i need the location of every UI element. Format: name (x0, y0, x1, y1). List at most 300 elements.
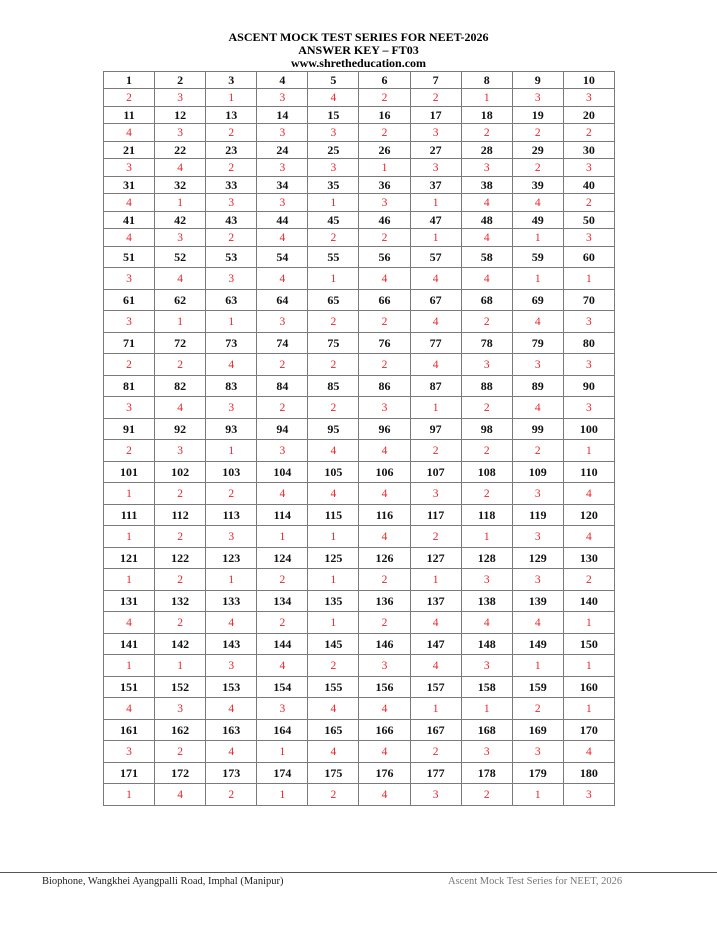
answer-cell: 1 (155, 311, 206, 333)
answer-cell: 2 (206, 784, 257, 806)
answer-cell: 3 (512, 741, 563, 763)
answer-cell: 3 (563, 354, 614, 376)
answer-cell: 1 (512, 655, 563, 677)
answer-cell: 3 (155, 89, 206, 107)
answer-cell: 2 (155, 526, 206, 548)
answer-cell: 3 (155, 124, 206, 142)
question-number-cell: 88 (461, 376, 512, 397)
question-number-cell: 135 (308, 591, 359, 612)
question-number-cell: 58 (461, 247, 512, 268)
question-number-cell: 108 (461, 462, 512, 483)
answer-cell: 4 (512, 311, 563, 333)
answer-cell: 1 (512, 229, 563, 247)
answer-cell: 2 (155, 569, 206, 591)
question-number-cell: 127 (410, 548, 461, 569)
question-number-cell: 21 (104, 142, 155, 159)
question-number-cell: 156 (359, 677, 410, 698)
question-number-cell: 90 (563, 376, 614, 397)
answer-cell: 3 (461, 655, 512, 677)
question-number-cell: 27 (410, 142, 461, 159)
question-number-cell: 110 (563, 462, 614, 483)
answer-cell: 3 (563, 159, 614, 177)
question-number-cell: 10 (563, 72, 614, 89)
answer-cell: 4 (563, 741, 614, 763)
answer-cell: 4 (563, 483, 614, 505)
question-number-cell: 122 (155, 548, 206, 569)
question-number-cell: 170 (563, 720, 614, 741)
answer-cell: 2 (257, 354, 308, 376)
answer-cell: 1 (359, 159, 410, 177)
answer-row (104, 526, 615, 548)
question-number-cell: 126 (359, 548, 410, 569)
question-number-cell: 91 (104, 419, 155, 440)
question-number-row (104, 177, 615, 194)
question-number-cell: 65 (308, 290, 359, 311)
question-number-cell: 150 (563, 634, 614, 655)
answer-cell: 2 (359, 311, 410, 333)
answer-cell: 3 (257, 124, 308, 142)
answer-cell: 3 (461, 159, 512, 177)
answer-cell: 3 (359, 194, 410, 212)
question-number-cell: 180 (563, 763, 614, 784)
answer-cell: 3 (257, 89, 308, 107)
question-number-cell: 142 (155, 634, 206, 655)
question-number-cell: 100 (563, 419, 614, 440)
answer-cell: 1 (410, 397, 461, 419)
question-number-cell: 42 (155, 212, 206, 229)
question-number-cell: 23 (206, 142, 257, 159)
answer-cell: 3 (359, 397, 410, 419)
answer-cell: 4 (359, 698, 410, 720)
question-number-row (104, 247, 615, 268)
answer-cell: 3 (410, 159, 461, 177)
answer-cell: 3 (155, 440, 206, 462)
question-number-cell: 49 (512, 212, 563, 229)
answer-cell: 1 (461, 89, 512, 107)
answer-cell: 1 (257, 526, 308, 548)
answer-cell: 2 (257, 569, 308, 591)
question-number-cell: 6 (359, 72, 410, 89)
answer-cell: 4 (308, 440, 359, 462)
answer-cell: 2 (206, 229, 257, 247)
question-number-row (104, 462, 615, 483)
answer-cell: 4 (104, 194, 155, 212)
question-number-cell: 1 (104, 72, 155, 89)
answer-cell: 3 (206, 655, 257, 677)
answer-cell: 2 (308, 397, 359, 419)
answer-cell: 4 (359, 483, 410, 505)
answer-cell: 4 (359, 741, 410, 763)
answer-cell: 1 (257, 784, 308, 806)
answer-cell: 2 (359, 354, 410, 376)
answer-cell: 4 (104, 229, 155, 247)
question-number-cell: 36 (359, 177, 410, 194)
answer-cell: 2 (563, 124, 614, 142)
answer-cell: 1 (104, 655, 155, 677)
answer-cell: 1 (206, 569, 257, 591)
question-number-cell: 56 (359, 247, 410, 268)
question-number-cell: 117 (410, 505, 461, 526)
answer-cell: 2 (410, 741, 461, 763)
answer-cell: 2 (155, 354, 206, 376)
question-number-cell: 148 (461, 634, 512, 655)
question-number-cell: 19 (512, 107, 563, 124)
answer-cell: 3 (563, 784, 614, 806)
question-number-cell: 168 (461, 720, 512, 741)
answer-cell: 2 (512, 440, 563, 462)
question-number-cell: 54 (257, 247, 308, 268)
question-number-cell: 167 (410, 720, 461, 741)
question-number-cell: 28 (461, 142, 512, 159)
question-number-cell: 172 (155, 763, 206, 784)
answer-cell: 4 (206, 612, 257, 634)
question-number-cell: 33 (206, 177, 257, 194)
answer-cell: 3 (410, 124, 461, 142)
answer-cell: 1 (104, 569, 155, 591)
question-number-cell: 44 (257, 212, 308, 229)
website-url: www.shretheducation.com (290, 56, 427, 70)
question-number-cell: 13 (206, 107, 257, 124)
answer-row (104, 89, 615, 107)
question-number-row (104, 376, 615, 397)
answer-cell: 1 (512, 268, 563, 290)
answer-cell: 2 (308, 784, 359, 806)
answer-cell: 1 (257, 741, 308, 763)
answer-cell: 4 (359, 440, 410, 462)
answer-cell: 1 (563, 440, 614, 462)
answer-cell: 4 (155, 784, 206, 806)
question-number-cell: 2 (155, 72, 206, 89)
answer-cell: 3 (206, 194, 257, 212)
question-number-cell: 35 (308, 177, 359, 194)
question-number-cell: 178 (461, 763, 512, 784)
answer-cell: 3 (104, 741, 155, 763)
question-number-row (104, 548, 615, 569)
answer-cell: 2 (155, 483, 206, 505)
question-number-cell: 99 (512, 419, 563, 440)
question-number-cell: 145 (308, 634, 359, 655)
question-number-cell: 60 (563, 247, 614, 268)
answer-cell: 2 (155, 612, 206, 634)
question-number-cell: 136 (359, 591, 410, 612)
answer-cell: 3 (461, 354, 512, 376)
question-number-cell: 62 (155, 290, 206, 311)
answer-cell: 4 (461, 229, 512, 247)
question-number-cell: 155 (308, 677, 359, 698)
question-number-cell: 74 (257, 333, 308, 354)
answer-cell: 4 (155, 268, 206, 290)
answer-row (104, 483, 615, 505)
question-number-cell: 114 (257, 505, 308, 526)
answer-cell: 4 (512, 612, 563, 634)
question-number-cell: 163 (206, 720, 257, 741)
question-number-cell: 147 (410, 634, 461, 655)
answer-row (104, 784, 615, 806)
question-number-cell: 115 (308, 505, 359, 526)
answer-cell: 2 (104, 89, 155, 107)
question-number-cell: 130 (563, 548, 614, 569)
question-number-cell: 164 (257, 720, 308, 741)
question-number-cell: 179 (512, 763, 563, 784)
answer-row (104, 741, 615, 763)
question-number-cell: 76 (359, 333, 410, 354)
question-number-cell: 158 (461, 677, 512, 698)
question-number-cell: 39 (512, 177, 563, 194)
question-number-cell: 86 (359, 376, 410, 397)
question-number-cell: 125 (308, 548, 359, 569)
answer-cell: 4 (461, 612, 512, 634)
question-number-cell: 139 (512, 591, 563, 612)
question-number-cell: 32 (155, 177, 206, 194)
question-number-cell: 169 (512, 720, 563, 741)
question-number-cell: 26 (359, 142, 410, 159)
question-number-cell: 123 (206, 548, 257, 569)
question-number-cell: 153 (206, 677, 257, 698)
answer-cell: 4 (461, 268, 512, 290)
question-number-cell: 131 (104, 591, 155, 612)
question-number-cell: 64 (257, 290, 308, 311)
answer-cell: 2 (359, 124, 410, 142)
answer-cell: 2 (461, 124, 512, 142)
question-number-cell: 103 (206, 462, 257, 483)
question-number-cell: 154 (257, 677, 308, 698)
answer-cell: 2 (410, 440, 461, 462)
answer-cell: 4 (359, 526, 410, 548)
answer-cell: 4 (308, 483, 359, 505)
answer-cell: 1 (461, 526, 512, 548)
answer-cell: 4 (257, 655, 308, 677)
question-number-cell: 48 (461, 212, 512, 229)
question-number-cell: 34 (257, 177, 308, 194)
answer-cell: 3 (410, 784, 461, 806)
question-number-cell: 133 (206, 591, 257, 612)
question-number-cell: 140 (563, 591, 614, 612)
answer-cell: 3 (206, 397, 257, 419)
answer-cell: 4 (410, 354, 461, 376)
answer-cell: 3 (563, 311, 614, 333)
question-number-cell: 41 (104, 212, 155, 229)
answer-cell: 4 (155, 397, 206, 419)
question-number-cell: 8 (461, 72, 512, 89)
question-number-cell: 101 (104, 462, 155, 483)
answer-row (104, 354, 615, 376)
answer-cell: 2 (410, 526, 461, 548)
footer-divider (0, 872, 717, 873)
question-number-cell: 112 (155, 505, 206, 526)
answer-cell: 2 (461, 311, 512, 333)
answer-row (104, 194, 615, 212)
question-number-cell: 111 (104, 505, 155, 526)
answer-row (104, 311, 615, 333)
answer-cell: 4 (461, 194, 512, 212)
answer-row (104, 440, 615, 462)
question-number-cell: 175 (308, 763, 359, 784)
answer-row (104, 159, 615, 177)
answer-cell: 3 (104, 268, 155, 290)
answer-cell: 1 (410, 229, 461, 247)
question-number-cell: 87 (410, 376, 461, 397)
answer-cell: 4 (206, 698, 257, 720)
answer-cell: 1 (308, 569, 359, 591)
answer-row (104, 268, 615, 290)
answer-cell: 2 (359, 612, 410, 634)
answer-cell: 4 (410, 311, 461, 333)
question-number-cell: 25 (308, 142, 359, 159)
question-number-row (104, 107, 615, 124)
question-number-row (104, 505, 615, 526)
question-number-cell: 81 (104, 376, 155, 397)
answer-cell: 4 (104, 698, 155, 720)
answer-cell: 3 (257, 698, 308, 720)
question-number-cell: 161 (104, 720, 155, 741)
question-number-cell: 7 (410, 72, 461, 89)
document-title: ASCENT MOCK TEST SERIES FOR NEET-2026 (228, 30, 489, 44)
answer-cell: 4 (359, 268, 410, 290)
answer-row (104, 124, 615, 142)
answer-cell: 4 (410, 612, 461, 634)
question-number-cell: 37 (410, 177, 461, 194)
question-number-cell: 159 (512, 677, 563, 698)
answer-cell: 1 (308, 526, 359, 548)
question-number-cell: 116 (359, 505, 410, 526)
question-number-row (104, 419, 615, 440)
question-number-cell: 106 (359, 462, 410, 483)
answer-cell: 3 (512, 569, 563, 591)
answer-cell: 3 (563, 229, 614, 247)
footer-address: Biophone, Wangkhei Ayangpalli Road, Imphal (Manipur) (42, 876, 284, 887)
answer-cell: 2 (461, 483, 512, 505)
question-number-cell: 128 (461, 548, 512, 569)
answer-row (104, 397, 615, 419)
question-number-cell: 144 (257, 634, 308, 655)
question-number-cell: 38 (461, 177, 512, 194)
question-number-cell: 50 (563, 212, 614, 229)
question-number-cell: 152 (155, 677, 206, 698)
question-number-row (104, 720, 615, 741)
question-number-cell: 137 (410, 591, 461, 612)
answer-cell: 1 (308, 612, 359, 634)
answer-cell: 2 (257, 397, 308, 419)
answer-cell: 2 (512, 698, 563, 720)
question-number-cell: 70 (563, 290, 614, 311)
answer-cell: 1 (563, 655, 614, 677)
question-number-row (104, 634, 615, 655)
question-number-cell: 75 (308, 333, 359, 354)
answer-cell: 2 (461, 440, 512, 462)
answer-cell: 4 (308, 741, 359, 763)
question-number-cell: 173 (206, 763, 257, 784)
answer-row (104, 655, 615, 677)
question-number-cell: 29 (512, 142, 563, 159)
answer-cell: 4 (155, 159, 206, 177)
question-number-cell: 78 (461, 333, 512, 354)
question-number-cell: 17 (410, 107, 461, 124)
answer-cell: 2 (512, 124, 563, 142)
question-number-cell: 157 (410, 677, 461, 698)
question-number-cell: 4 (257, 72, 308, 89)
answer-cell: 1 (206, 440, 257, 462)
question-number-cell: 138 (461, 591, 512, 612)
question-number-row (104, 677, 615, 698)
answer-cell: 3 (257, 194, 308, 212)
question-number-cell: 20 (563, 107, 614, 124)
question-number-cell: 83 (206, 376, 257, 397)
answer-cell: 2 (563, 569, 614, 591)
question-number-cell: 151 (104, 677, 155, 698)
question-number-cell: 119 (512, 505, 563, 526)
answer-cell: 4 (308, 89, 359, 107)
question-number-cell: 107 (410, 462, 461, 483)
answer-cell: 2 (461, 784, 512, 806)
answer-cell: 3 (308, 159, 359, 177)
question-number-cell: 73 (206, 333, 257, 354)
question-number-cell: 176 (359, 763, 410, 784)
question-number-cell: 79 (512, 333, 563, 354)
answer-cell: 3 (563, 397, 614, 419)
question-number-cell: 72 (155, 333, 206, 354)
question-number-row (104, 72, 615, 89)
question-number-cell: 121 (104, 548, 155, 569)
question-number-cell: 92 (155, 419, 206, 440)
answer-cell: 2 (206, 159, 257, 177)
question-number-cell: 118 (461, 505, 512, 526)
answer-cell: 3 (104, 159, 155, 177)
question-number-cell: 129 (512, 548, 563, 569)
answer-cell: 3 (410, 483, 461, 505)
answer-cell: 2 (206, 124, 257, 142)
answer-cell: 3 (257, 311, 308, 333)
answer-cell: 1 (206, 311, 257, 333)
answer-cell: 1 (410, 569, 461, 591)
answer-cell: 1 (104, 784, 155, 806)
answer-cell: 3 (206, 268, 257, 290)
question-number-cell: 11 (104, 107, 155, 124)
answer-cell: 2 (308, 354, 359, 376)
answer-cell: 2 (257, 612, 308, 634)
answer-cell: 2 (359, 569, 410, 591)
answer-row (104, 698, 615, 720)
answer-cell: 2 (155, 741, 206, 763)
answer-row (104, 569, 615, 591)
question-number-cell: 40 (563, 177, 614, 194)
answer-cell: 1 (104, 483, 155, 505)
answer-cell: 3 (461, 569, 512, 591)
question-number-cell: 45 (308, 212, 359, 229)
question-number-cell: 16 (359, 107, 410, 124)
question-number-cell: 43 (206, 212, 257, 229)
question-number-cell: 52 (155, 247, 206, 268)
question-number-cell: 22 (155, 142, 206, 159)
answer-cell: 2 (308, 655, 359, 677)
question-number-cell: 143 (206, 634, 257, 655)
question-number-row (104, 212, 615, 229)
question-number-cell: 160 (563, 677, 614, 698)
footer-series-name: Ascent Mock Test Series for NEET, 2026 (448, 876, 623, 887)
question-number-cell: 82 (155, 376, 206, 397)
question-number-cell: 109 (512, 462, 563, 483)
answer-cell: 4 (512, 397, 563, 419)
answer-cell: 4 (257, 229, 308, 247)
question-number-cell: 98 (461, 419, 512, 440)
answer-cell: 3 (206, 526, 257, 548)
answer-cell: 1 (308, 268, 359, 290)
question-number-cell: 124 (257, 548, 308, 569)
question-number-cell: 69 (512, 290, 563, 311)
answer-cell: 2 (512, 159, 563, 177)
question-number-cell: 96 (359, 419, 410, 440)
answer-cell: 1 (512, 784, 563, 806)
question-number-cell: 3 (206, 72, 257, 89)
